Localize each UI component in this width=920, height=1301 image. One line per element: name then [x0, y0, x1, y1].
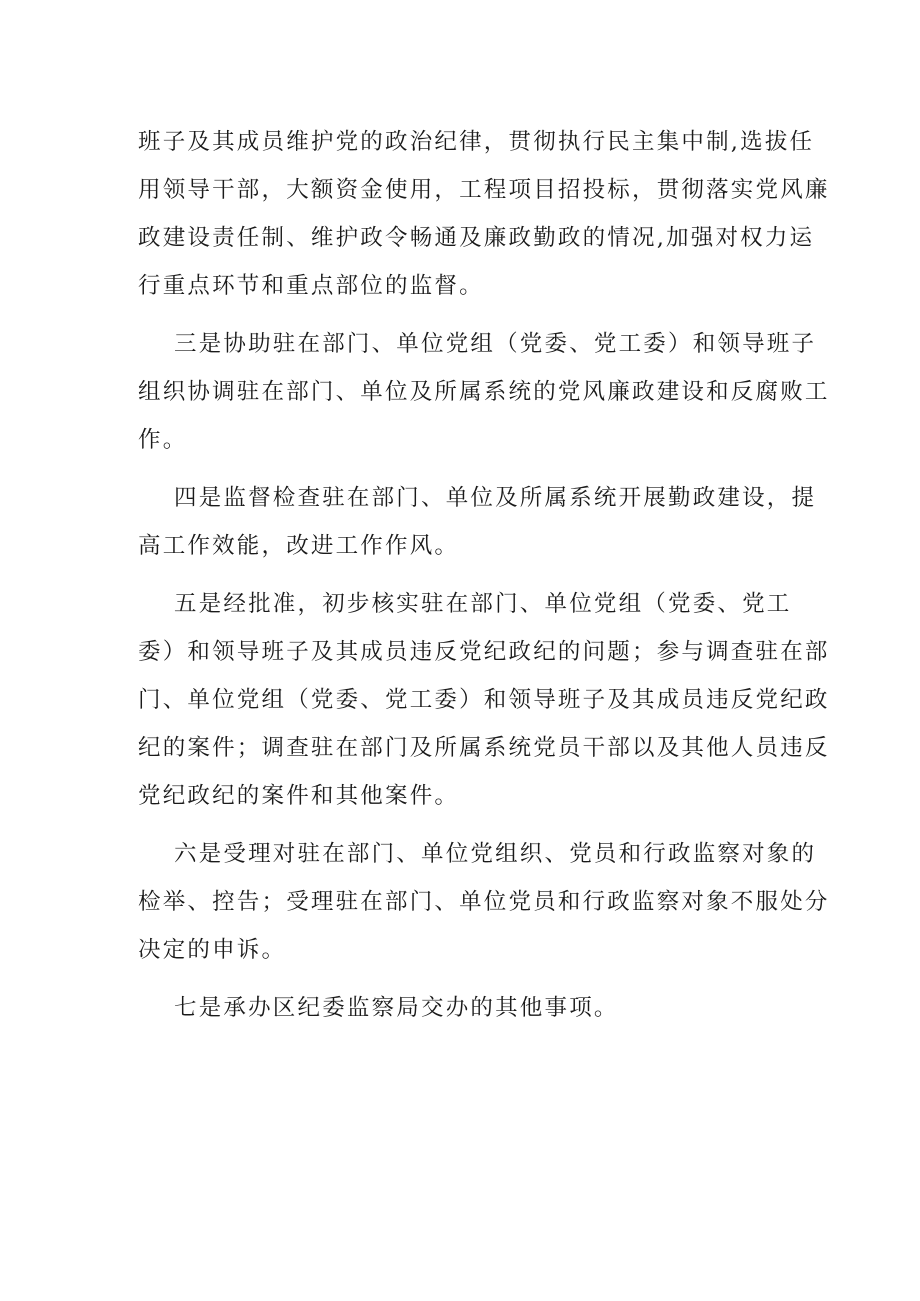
text-line: 行重点环节和重点部位的监督。 — [138, 273, 484, 299]
text-line: 班子及其成员维护党的政治纪律，贯彻执行民主集中制,选拔任 — [138, 129, 815, 155]
text-line: 七是承办区纪委监察局交办的其他事项。 — [174, 995, 619, 1021]
text-line: 政建设责任制、维护政令畅通及廉政勤政的情况,加强对权力运 — [138, 225, 815, 251]
text-line: 委）和领导班子及其成员违反党纪政纪的问题；参与调查驻在部 — [138, 639, 830, 665]
text-line: 用领导干部，大额资金使用，工程项目招投标，贯彻落实党风廉 — [138, 177, 830, 203]
paragraph-item-six — [138, 830, 830, 974]
text-line: 四是监督检查驻在部门、单位及所属系统开展勤政建设，提 — [174, 485, 817, 511]
text-line: 门、单位党组（党委、党工委）和领导班子及其成员违反党纪政 — [138, 687, 830, 713]
text-line: 六是受理对驻在部门、单位党组织、党员和行政监察对象的 — [174, 841, 817, 867]
text-line: 三是协助驻在部门、单位党组（党委、党工委）和领导班子 — [174, 331, 817, 357]
paragraph-item-five — [138, 580, 830, 820]
paragraph-duties-continued — [138, 118, 830, 310]
text-line: 检举、控告；受理驻在部门、单位党员和行政监察对象不服处分 — [138, 889, 830, 915]
paragraph-item-seven — [138, 984, 786, 1032]
text-line: 作。 — [138, 427, 188, 453]
paragraph-item-three — [138, 320, 830, 464]
paragraph-item-four — [138, 474, 817, 570]
document-body — [138, 118, 830, 1042]
text-line: 决定的申诉。 — [138, 937, 287, 963]
text-line: 五是经批准，初步核实驻在部门、单位党组（党委、党工 — [174, 591, 792, 617]
text-line: 党纪政纪的案件和其他案件。 — [138, 783, 460, 809]
text-line: 高工作效能，改进工作作风。 — [138, 533, 460, 559]
text-line: 组织协调驻在部门、单位及所属系统的党风廉政建设和反腐败工 — [138, 379, 830, 405]
text-line: 纪的案件；调查驻在部门及所属系统党员干部以及其他人员违反 — [138, 735, 830, 761]
